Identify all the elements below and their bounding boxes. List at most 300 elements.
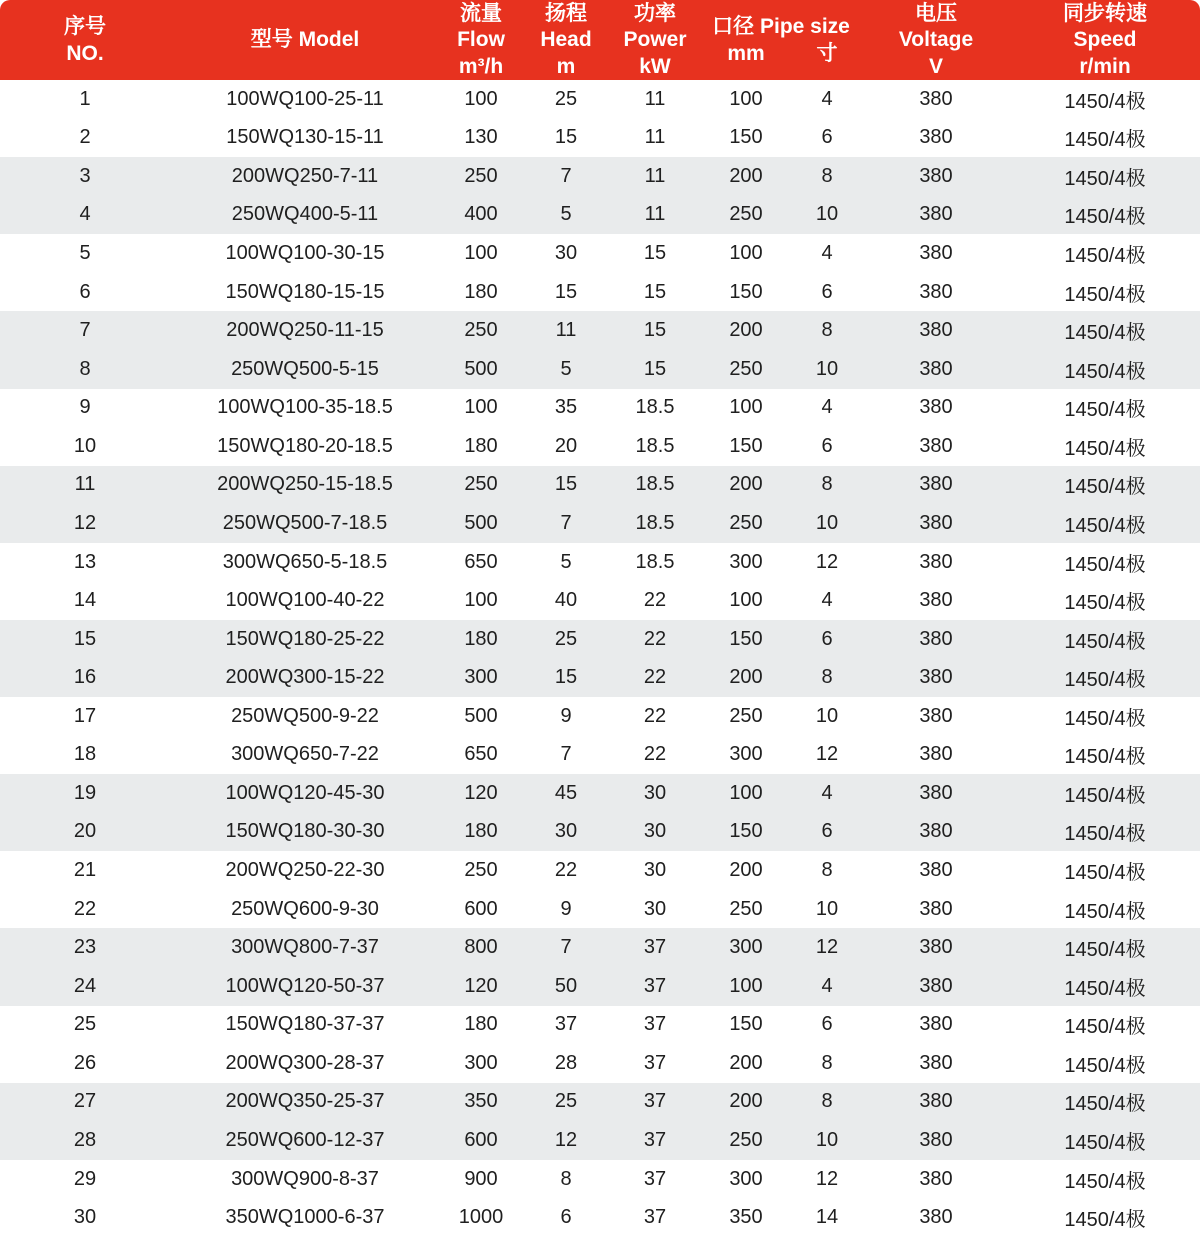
- cell-flow: 500: [464, 357, 498, 380]
- col-header-flow-en: Flow: [457, 28, 505, 52]
- cell-power: 18.5: [635, 434, 675, 457]
- cell-no: 10: [73, 434, 97, 457]
- cell-cun: 8: [821, 1090, 833, 1113]
- cell-flow: 600: [464, 1128, 498, 1151]
- cell-no: 21: [73, 859, 97, 882]
- col-header-speed-zh: 同步转速: [1063, 2, 1147, 26]
- cell-flow: 250: [464, 859, 498, 882]
- cell-flow: 100: [464, 396, 498, 419]
- cell-voltage: 380: [919, 473, 953, 496]
- cell-power: 18.5: [635, 511, 675, 534]
- cell-model: 150WQ180-30-30: [225, 820, 385, 843]
- cell-speed: 1450/4极: [1064, 1016, 1146, 1039]
- cell-speed: 1450/4极: [1064, 514, 1146, 537]
- cell-voltage: 380: [919, 859, 953, 882]
- cell-model: 200WQ300-28-37: [225, 1051, 385, 1074]
- cell-voltage: 380: [919, 280, 953, 303]
- cell-head: 22: [554, 859, 578, 882]
- cell-cun: 12: [815, 1167, 839, 1190]
- cell-mm: 100: [729, 781, 763, 804]
- cell-cun: 8: [821, 473, 833, 496]
- cell-head: 30: [554, 242, 578, 265]
- cell-mm: 250: [729, 511, 763, 534]
- cell-power: 37: [643, 1128, 667, 1151]
- cell-head: 7: [560, 936, 572, 959]
- cell-model: 350WQ1000-6-37: [225, 1206, 385, 1229]
- cell-cun: 8: [821, 666, 833, 689]
- cell-head: 15: [554, 280, 578, 303]
- cell-head: 7: [560, 743, 572, 766]
- cell-speed: 1450/4极: [1064, 167, 1146, 190]
- cell-no: 29: [73, 1167, 97, 1190]
- cell-no: 30: [73, 1206, 97, 1229]
- cell-model: 250WQ600-9-30: [231, 897, 379, 920]
- cell-model: 200WQ250-11-15: [226, 319, 384, 342]
- col-header-pipe-size: [700, 0, 862, 80]
- cell-speed: 1450/4极: [1064, 900, 1146, 923]
- col-header-power: [610, 0, 700, 80]
- cell-mm: 100: [729, 589, 763, 612]
- cell-model: 100WQ100-30-15: [225, 242, 385, 265]
- cell-mm: 250: [729, 1128, 763, 1151]
- cell-flow: 250: [464, 473, 498, 496]
- cell-voltage: 380: [919, 704, 953, 727]
- cell-mm: 100: [729, 242, 763, 265]
- cell-model: 100WQ120-45-30: [225, 781, 385, 804]
- cell-speed: 1450/4极: [1064, 823, 1146, 846]
- cell-flow: 300: [464, 666, 498, 689]
- cell-flow: 250: [464, 164, 498, 187]
- cell-cun: 8: [821, 859, 833, 882]
- cell-flow: 180: [464, 627, 498, 650]
- col-header-voltage: [862, 0, 1010, 80]
- cell-voltage: 380: [919, 1167, 953, 1190]
- table-row: [0, 389, 1200, 428]
- cell-model: 250WQ500-9-22: [231, 704, 379, 727]
- cell-power: 15: [643, 280, 667, 303]
- cell-mm: 200: [729, 473, 763, 496]
- table-row: [0, 1006, 1200, 1045]
- col-header-model: [170, 0, 440, 80]
- cell-cun: 6: [821, 820, 833, 843]
- cell-no: 2: [79, 126, 91, 149]
- cell-mm: 200: [729, 319, 763, 342]
- cell-cun: 6: [821, 434, 833, 457]
- cell-cun: 12: [815, 550, 839, 573]
- cell-head: 15: [554, 666, 578, 689]
- cell-head: 11: [555, 319, 577, 342]
- cell-model: 300WQ800-7-37: [231, 936, 379, 959]
- cell-model: 300WQ650-5-18.5: [222, 550, 388, 573]
- cell-voltage: 380: [919, 781, 953, 804]
- cell-mm: 150: [729, 280, 763, 303]
- cell-speed: 1450/4极: [1064, 283, 1146, 306]
- cell-speed: 1450/4极: [1064, 1170, 1146, 1193]
- cell-mm: 100: [729, 974, 763, 997]
- table-row: [0, 581, 1200, 620]
- cell-no: 24: [73, 974, 97, 997]
- cell-power: 18.5: [635, 396, 675, 419]
- table-row: [0, 466, 1200, 505]
- cell-power: 37: [643, 1206, 667, 1229]
- cell-cun: 6: [821, 627, 833, 650]
- table-row: [0, 928, 1200, 967]
- cell-speed: 1450/4极: [1064, 1131, 1146, 1154]
- cell-cun: 10: [815, 357, 839, 380]
- cell-flow: 600: [464, 897, 498, 920]
- cell-flow: 1000: [458, 1206, 504, 1229]
- cell-head: 28: [554, 1051, 578, 1074]
- cell-mm: 150: [729, 1013, 763, 1036]
- cell-no: 25: [73, 1013, 97, 1036]
- cell-head: 9: [560, 704, 572, 727]
- cell-no: 17: [73, 704, 97, 727]
- cell-no: 19: [73, 781, 97, 804]
- cell-no: 11: [74, 473, 96, 496]
- col-header-pipe-mm: mm: [727, 41, 765, 65]
- cell-cun: 14: [815, 1206, 839, 1229]
- col-header-model-label: 型号 Model: [250, 28, 360, 52]
- cell-speed: 1450/4极: [1064, 592, 1146, 615]
- cell-model: 150WQ180-15-15: [225, 280, 385, 303]
- cell-head: 40: [554, 589, 578, 612]
- cell-flow: 650: [464, 743, 498, 766]
- col-header-flow: [440, 0, 522, 80]
- cell-power: 22: [643, 627, 667, 650]
- cell-cun: 4: [821, 781, 833, 804]
- cell-power: 22: [643, 589, 667, 612]
- cell-flow: 250: [464, 319, 498, 342]
- cell-model: 250WQ500-7-18.5: [222, 511, 388, 534]
- cell-head: 5: [560, 203, 572, 226]
- cell-power: 37: [643, 1090, 667, 1113]
- cell-head: 7: [560, 164, 572, 187]
- cell-cun: 10: [815, 1128, 839, 1151]
- cell-power: 22: [643, 666, 667, 689]
- col-header-speed-unit: r/min: [1079, 54, 1131, 78]
- cell-voltage: 380: [919, 396, 953, 419]
- cell-power: 30: [643, 897, 667, 920]
- cell-cun: 8: [821, 1051, 833, 1074]
- col-header-no: [0, 0, 170, 80]
- cell-voltage: 380: [919, 1090, 953, 1113]
- cell-flow: 100: [464, 87, 498, 110]
- cell-cun: 10: [815, 511, 839, 534]
- table-row: [0, 813, 1200, 852]
- cell-flow: 650: [464, 550, 498, 573]
- cell-speed: 1450/4极: [1064, 476, 1146, 499]
- cell-mm: 200: [729, 1051, 763, 1074]
- cell-mm: 200: [729, 1090, 763, 1113]
- cell-voltage: 380: [919, 589, 953, 612]
- cell-power: 11: [644, 203, 666, 226]
- cell-model: 200WQ250-22-30: [225, 859, 385, 882]
- cell-head: 50: [554, 974, 578, 997]
- cell-cun: 4: [821, 396, 833, 419]
- cell-voltage: 380: [919, 1013, 953, 1036]
- col-header-power-en: Power: [623, 28, 687, 52]
- cell-speed: 1450/4极: [1064, 129, 1146, 152]
- cell-mm: 200: [729, 859, 763, 882]
- col-header-flow-unit: m³/h: [458, 54, 504, 78]
- cell-mm: 150: [729, 627, 763, 650]
- cell-head: 15: [554, 473, 578, 496]
- cell-cun: 6: [821, 126, 833, 149]
- cell-mm: 200: [729, 666, 763, 689]
- cell-no: 8: [79, 357, 91, 380]
- cell-power: 11: [644, 126, 666, 149]
- cell-speed: 1450/4极: [1064, 862, 1146, 885]
- col-header-pipe-size-units: [700, 41, 862, 66]
- cell-no: 13: [73, 550, 97, 573]
- cell-head: 12: [554, 1128, 578, 1151]
- cell-mm: 150: [729, 434, 763, 457]
- table-row: [0, 890, 1200, 929]
- cell-model: 250WQ500-5-15: [231, 357, 379, 380]
- cell-speed: 1450/4极: [1064, 90, 1146, 113]
- cell-speed: 1450/4极: [1064, 437, 1146, 460]
- cell-no: 15: [73, 627, 97, 650]
- cell-model: 250WQ600-12-37: [225, 1128, 385, 1151]
- cell-no: 6: [79, 280, 91, 303]
- cell-power: 18.5: [635, 550, 675, 573]
- cell-head: 9: [560, 897, 572, 920]
- cell-mm: 300: [729, 743, 763, 766]
- cell-no: 5: [79, 242, 91, 265]
- cell-cun: 6: [821, 280, 833, 303]
- cell-no: 27: [73, 1090, 97, 1113]
- table-row: [0, 774, 1200, 813]
- cell-flow: 180: [464, 280, 498, 303]
- col-header-pipe-cun: 寸: [816, 41, 838, 65]
- cell-power: 18.5: [635, 473, 675, 496]
- cell-flow: 100: [464, 589, 498, 612]
- cell-mm: 250: [729, 704, 763, 727]
- cell-cun: 12: [815, 936, 839, 959]
- cell-flow: 180: [464, 820, 498, 843]
- table-row: [0, 736, 1200, 775]
- cell-voltage: 380: [919, 319, 953, 342]
- cell-speed: 1450/4极: [1064, 669, 1146, 692]
- cell-head: 45: [554, 781, 578, 804]
- cell-mm: 300: [729, 936, 763, 959]
- cell-power: 11: [644, 164, 666, 187]
- col-header-speed-en: Speed: [1073, 28, 1137, 52]
- cell-no: 28: [73, 1128, 97, 1151]
- cell-no: 4: [79, 203, 91, 226]
- col-header-power-unit: kW: [639, 54, 671, 78]
- cell-cun: 4: [821, 87, 833, 110]
- cell-model: 200WQ250-7-11: [231, 164, 379, 187]
- cell-power: 22: [643, 704, 667, 727]
- cell-model: 100WQ120-50-37: [225, 974, 385, 997]
- cell-flow: 800: [464, 936, 498, 959]
- cell-no: 23: [73, 936, 97, 959]
- cell-model: 300WQ900-8-37: [231, 1167, 379, 1190]
- table-row: [0, 543, 1200, 582]
- cell-speed: 1450/4极: [1064, 553, 1146, 576]
- table-row: [0, 658, 1200, 697]
- cell-model: 200WQ350-25-37: [225, 1090, 385, 1113]
- cell-model: 150WQ180-25-22: [225, 627, 385, 650]
- table-row: [0, 350, 1200, 389]
- cell-power: 15: [643, 242, 667, 265]
- cell-power: 22: [643, 743, 667, 766]
- cell-cun: 4: [821, 974, 833, 997]
- cell-power: 37: [643, 936, 667, 959]
- cell-flow: 500: [464, 704, 498, 727]
- cell-power: 37: [643, 1167, 667, 1190]
- cell-no: 16: [73, 666, 97, 689]
- col-header-no-zh: 序号: [64, 15, 106, 39]
- cell-mm: 100: [729, 87, 763, 110]
- cell-model: 200WQ250-15-18.5: [217, 473, 393, 496]
- cell-mm: 100: [729, 396, 763, 419]
- cell-head: 5: [560, 357, 572, 380]
- cell-no: 22: [73, 897, 97, 920]
- cell-power: 30: [643, 859, 667, 882]
- table-row: [0, 1198, 1200, 1237]
- cell-voltage: 380: [919, 666, 953, 689]
- cell-model: 150WQ180-20-18.5: [217, 434, 393, 457]
- cell-model: 100WQ100-40-22: [225, 589, 385, 612]
- cell-voltage: 380: [919, 897, 953, 920]
- cell-model: 100WQ100-35-18.5: [217, 396, 393, 419]
- cell-speed: 1450/4极: [1064, 630, 1146, 653]
- cell-voltage: 380: [919, 627, 953, 650]
- cell-flow: 120: [464, 781, 498, 804]
- cell-voltage: 380: [919, 242, 953, 265]
- cell-power: 15: [643, 319, 667, 342]
- cell-flow: 500: [464, 511, 498, 534]
- cell-speed: 1450/4极: [1064, 1093, 1146, 1116]
- cell-mm: 250: [729, 203, 763, 226]
- table-row: [0, 697, 1200, 736]
- cell-mm: 250: [729, 897, 763, 920]
- cell-speed: 1450/4极: [1064, 360, 1146, 383]
- cell-cun: 6: [821, 1013, 833, 1036]
- table-row: [0, 1083, 1200, 1122]
- cell-flow: 900: [464, 1167, 498, 1190]
- cell-speed: 1450/4极: [1064, 399, 1146, 422]
- cell-model: 150WQ130-15-11: [226, 126, 384, 149]
- table-row: [0, 119, 1200, 158]
- cell-speed: 1450/4极: [1064, 746, 1146, 769]
- cell-cun: 4: [821, 242, 833, 265]
- cell-voltage: 380: [919, 820, 953, 843]
- table-row: [0, 851, 1200, 890]
- cell-voltage: 380: [919, 434, 953, 457]
- col-header-voltage-zh: 电压: [915, 2, 957, 26]
- table-row: [0, 157, 1200, 196]
- cell-voltage: 380: [919, 1128, 953, 1151]
- cell-cun: 10: [815, 203, 839, 226]
- table-row: [0, 504, 1200, 543]
- cell-cun: 4: [821, 589, 833, 612]
- cell-model: 100WQ100-25-11: [226, 87, 384, 110]
- table-header-row: [0, 0, 1200, 80]
- cell-voltage: 380: [919, 936, 953, 959]
- cell-voltage: 380: [919, 550, 953, 573]
- cell-voltage: 380: [919, 743, 953, 766]
- table-row: [0, 273, 1200, 312]
- table-row: [0, 967, 1200, 1006]
- cell-model: 200WQ300-15-22: [225, 666, 385, 689]
- table-row: [0, 80, 1200, 119]
- cell-no: 1: [79, 87, 91, 110]
- col-header-speed: [1010, 0, 1200, 80]
- cell-voltage: 380: [919, 87, 953, 110]
- cell-speed: 1450/4极: [1064, 206, 1146, 229]
- table-row: [0, 1044, 1200, 1083]
- col-header-no-en: NO.: [66, 41, 104, 65]
- cell-speed: 1450/4极: [1064, 784, 1146, 807]
- table-row: [0, 620, 1200, 659]
- cell-voltage: 380: [919, 126, 953, 149]
- cell-flow: 100: [464, 242, 498, 265]
- cell-cun: 10: [815, 897, 839, 920]
- cell-cun: 8: [821, 164, 833, 187]
- cell-head: 8: [560, 1167, 572, 1190]
- cell-mm: 150: [729, 820, 763, 843]
- cell-speed: 1450/4极: [1064, 977, 1146, 1000]
- cell-head: 6: [560, 1206, 572, 1229]
- cell-speed: 1450/4极: [1064, 245, 1146, 268]
- cell-no: 7: [79, 319, 91, 342]
- cell-flow: 400: [464, 203, 498, 226]
- cell-voltage: 380: [919, 164, 953, 187]
- cell-flow: 300: [464, 1051, 498, 1074]
- cell-head: 37: [554, 1013, 578, 1036]
- cell-head: 7: [560, 511, 572, 534]
- cell-no: 14: [73, 589, 97, 612]
- cell-no: 18: [73, 743, 97, 766]
- cell-mm: 300: [729, 1167, 763, 1190]
- cell-mm: 150: [729, 126, 763, 149]
- col-header-flow-zh: 流量: [460, 2, 502, 26]
- cell-model: 250WQ400-5-11: [231, 203, 379, 226]
- cell-cun: 8: [821, 319, 833, 342]
- cell-flow: 180: [464, 1013, 498, 1036]
- col-header-voltage-unit: V: [928, 54, 943, 78]
- cell-head: 25: [554, 627, 578, 650]
- cell-speed: 1450/4极: [1064, 1209, 1146, 1232]
- cell-power: 30: [643, 781, 667, 804]
- col-header-voltage-en: Voltage: [898, 28, 974, 52]
- table-row: [0, 196, 1200, 235]
- cell-mm: 300: [729, 550, 763, 573]
- cell-no: 12: [73, 511, 97, 534]
- cell-flow: 130: [464, 126, 498, 149]
- col-header-head-zh: 扬程: [545, 2, 587, 26]
- col-header-head-en: Head: [540, 28, 592, 52]
- cell-model: 150WQ180-37-37: [225, 1013, 385, 1036]
- col-header-head: [522, 0, 610, 80]
- cell-no: 9: [79, 396, 91, 419]
- cell-no: 26: [73, 1051, 97, 1074]
- cell-head: 25: [554, 1090, 578, 1113]
- cell-power: 11: [644, 87, 666, 110]
- cell-flow: 180: [464, 434, 498, 457]
- cell-power: 15: [643, 357, 667, 380]
- col-header-pipe-size-label: 口径 Pipe size: [712, 15, 850, 39]
- cell-voltage: 380: [919, 357, 953, 380]
- cell-voltage: 380: [919, 1206, 953, 1229]
- cell-voltage: 380: [919, 511, 953, 534]
- cell-speed: 1450/4极: [1064, 1054, 1146, 1077]
- cell-mm: 250: [729, 357, 763, 380]
- cell-power: 30: [643, 820, 667, 843]
